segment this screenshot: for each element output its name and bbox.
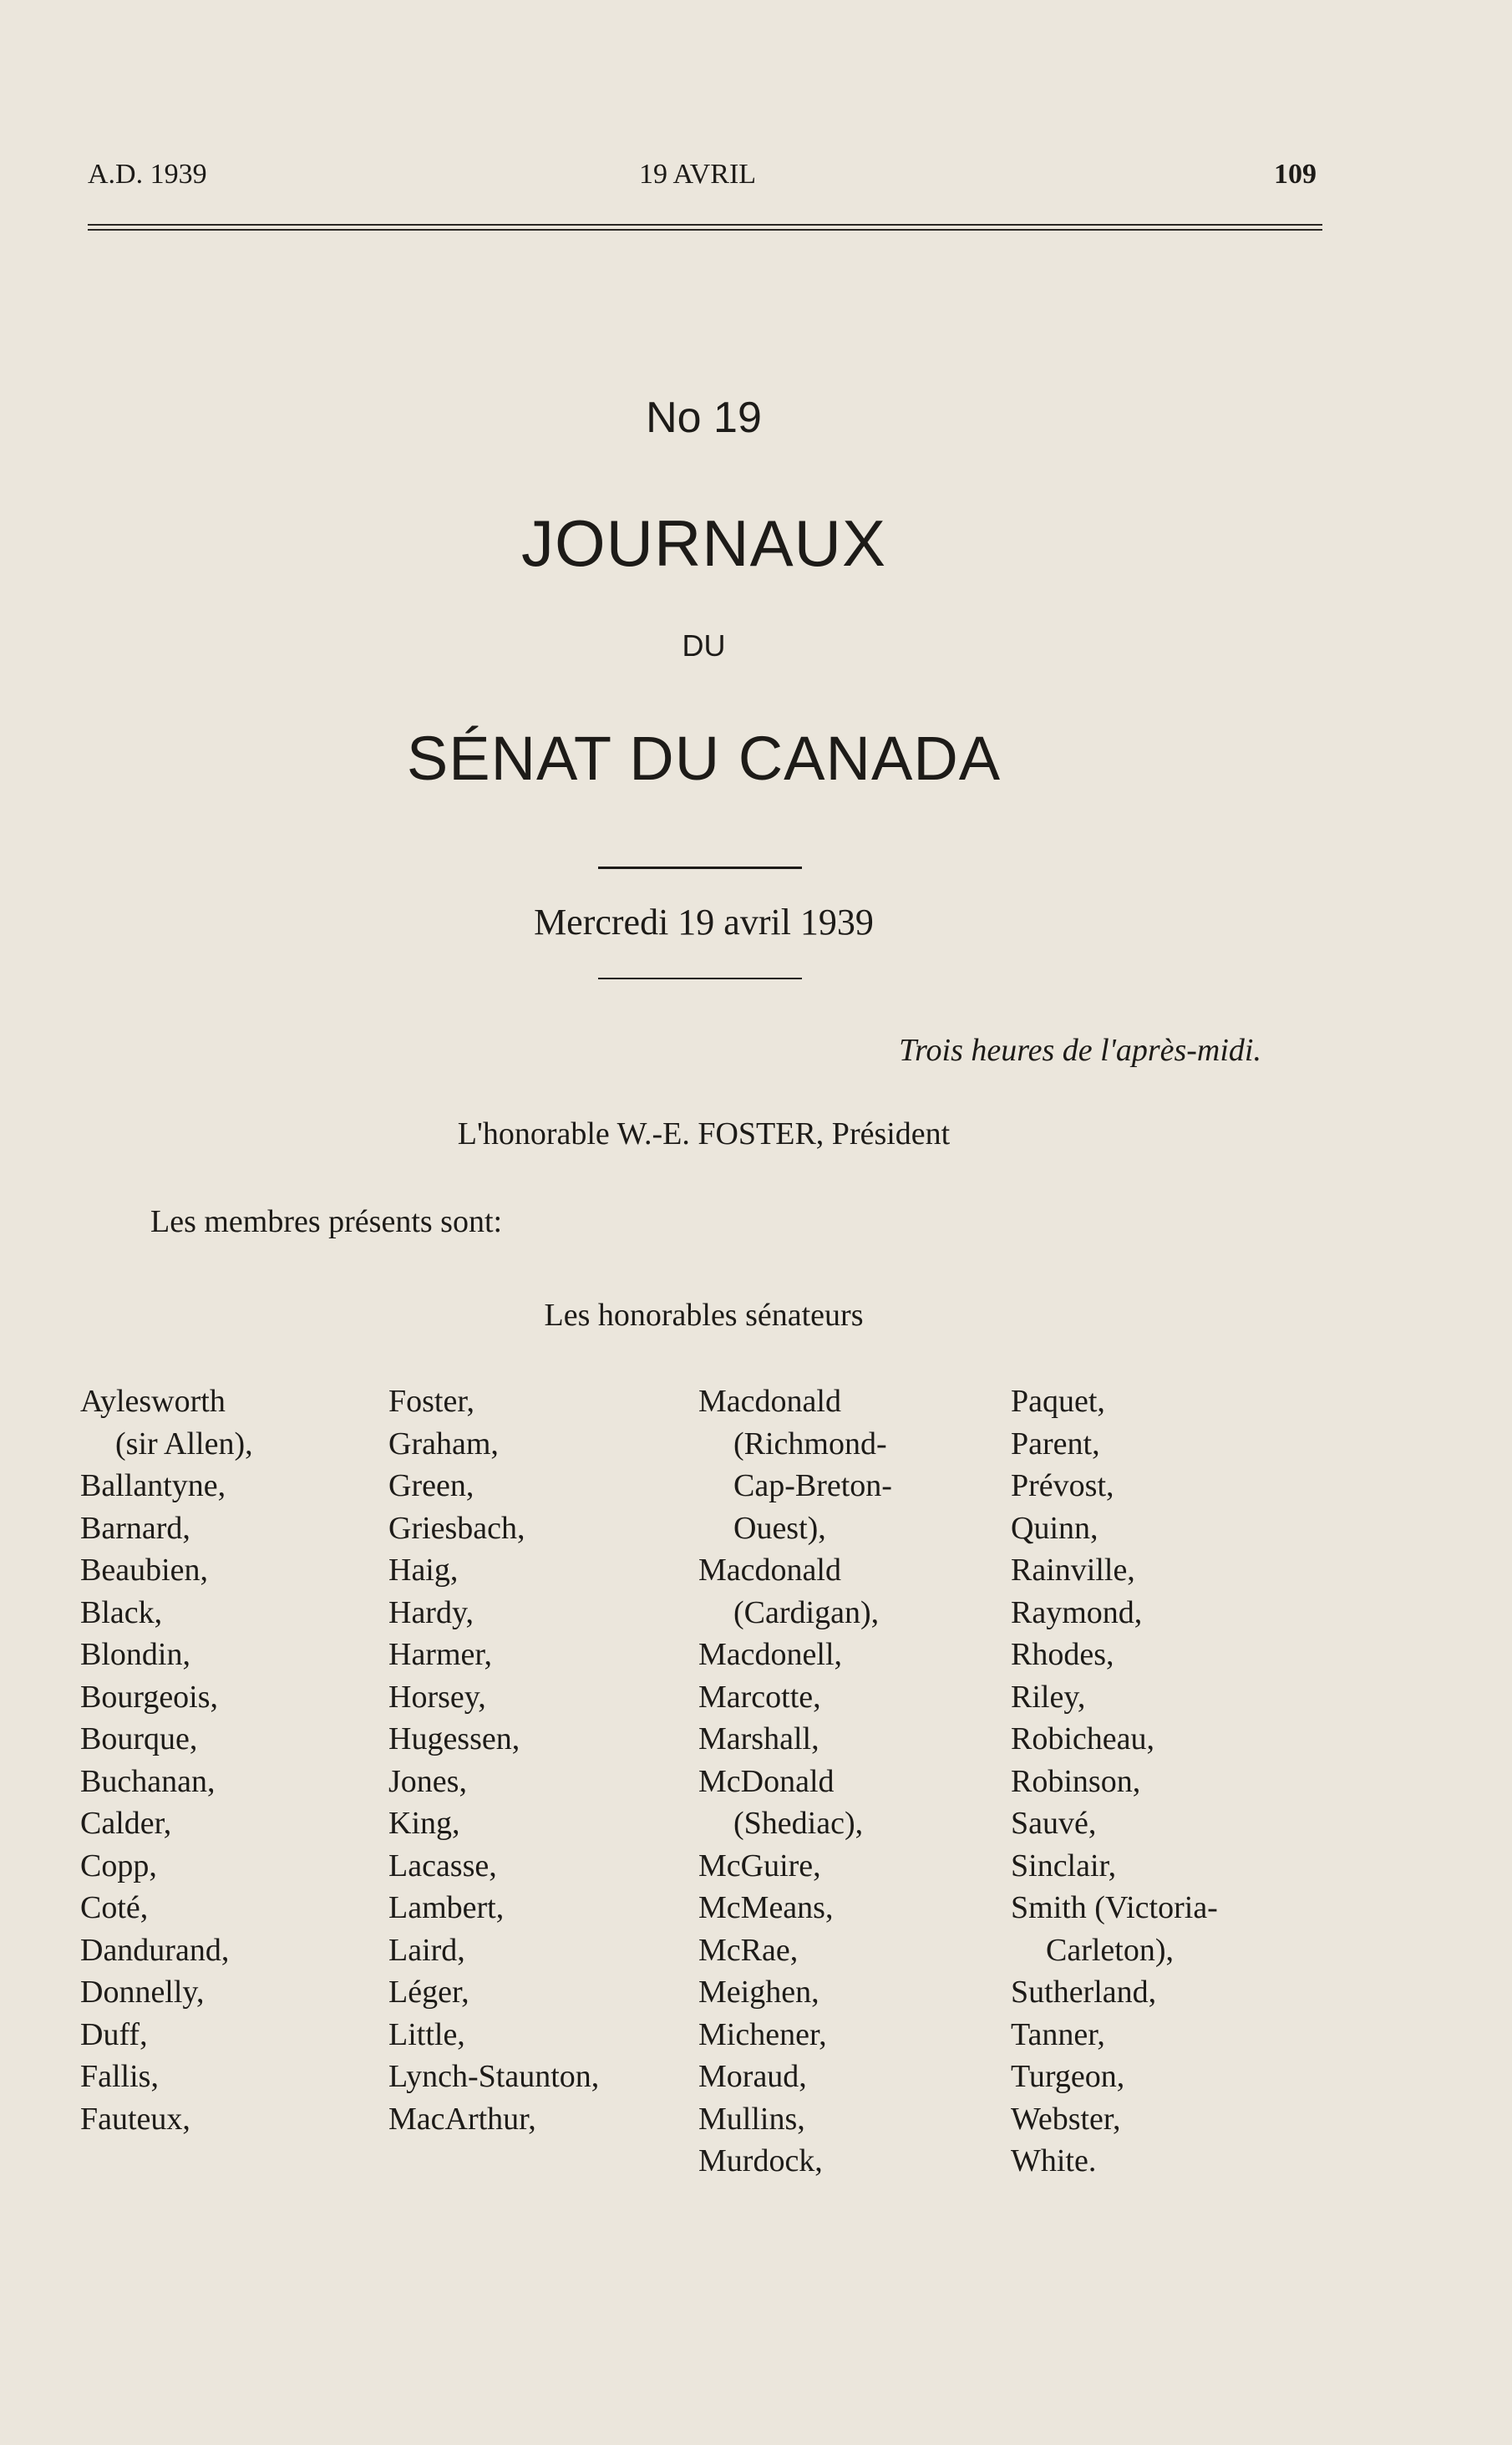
senator-name: King, (388, 1806, 460, 1841)
divider-bottom (598, 978, 802, 979)
senator-name: Harmer, (388, 1637, 493, 1672)
senator-name: McRae, (698, 1932, 799, 1968)
senator-name: Green, (388, 1468, 474, 1503)
senator-name: Mullins, (698, 2101, 805, 2137)
sitting-time: Trois heures de l'après-midi. (899, 1033, 1261, 1068)
senator-name: Léger, (388, 1975, 469, 2010)
senator-name: Foster, (388, 1384, 474, 1419)
senator-name: Rainville, (1011, 1553, 1135, 1588)
senator-name: Buchanan, (80, 1763, 216, 1799)
senator-name: Aylesworth (80, 1384, 226, 1419)
senator-name: Ballantyne, (80, 1468, 226, 1503)
senator-name: Coté, (80, 1890, 149, 1925)
senator-name: Marcotte, (698, 1679, 821, 1715)
senator-name: Hardy, (388, 1594, 474, 1630)
header-double-rule (88, 224, 1322, 231)
senator-name: Moraud, (698, 2059, 807, 2094)
senator-name: Calder, (80, 1806, 172, 1841)
senators-heading: Les honorables sénateurs (544, 1298, 864, 1333)
senator-name: Robicheau, (1011, 1721, 1155, 1756)
president-line: L'honorable W.-E. FOSTER, Président (457, 1116, 951, 1151)
senator-name: Michener, (698, 2016, 827, 2052)
senator-name: (Cardigan), (733, 1594, 880, 1630)
senators-column-2 (388, 1380, 706, 2140)
senators-column-3 (698, 1380, 1016, 2183)
senator-name: Black, (80, 1594, 163, 1630)
senator-name: Barnard, (80, 1510, 190, 1546)
sitting-date: Mercredi 19 avril 1939 (534, 902, 874, 943)
senator-name: Dandurand, (80, 1932, 230, 1968)
senator-name: Carleton), (1046, 1932, 1175, 1968)
senator-name: Cap-Breton- (733, 1468, 892, 1503)
senator-name: Bourque, (80, 1721, 198, 1756)
title-du: DU (682, 628, 726, 663)
senator-name: McGuire, (698, 1848, 821, 1883)
senator-name: Robinson, (1011, 1763, 1141, 1799)
senator-name: Griesbach, (388, 1510, 525, 1546)
senator-name: Tanner, (1011, 2016, 1105, 2052)
senator-name: Hugessen, (388, 1721, 520, 1756)
senator-name: Sauvé, (1011, 1806, 1097, 1841)
senator-name: Rhodes, (1011, 1637, 1114, 1672)
issue-number: No 19 (646, 394, 762, 442)
senator-name: Donnelly, (80, 1975, 205, 2010)
senator-name: Duff, (80, 2016, 148, 2052)
senator-name: Lacasse, (388, 1848, 497, 1883)
senator-name: Horsey, (388, 1679, 486, 1715)
senators-column-1 (80, 1380, 398, 2140)
senator-name: McMeans, (698, 1890, 834, 1925)
header-year: A.D. 1939 (88, 159, 207, 190)
senator-name: (sir Allen), (115, 1426, 253, 1461)
senator-name: Macdonald (698, 1384, 841, 1419)
senator-name: Ouest), (733, 1510, 826, 1546)
senator-name: Sutherland, (1011, 1975, 1157, 2010)
senator-name: Webster, (1011, 2101, 1121, 2137)
senator-name: Little, (388, 2016, 465, 2052)
senator-name: (Shediac), (733, 1806, 864, 1841)
senator-name: Prévost, (1011, 1468, 1114, 1503)
senator-name: Jones, (388, 1763, 467, 1799)
senator-name: Graham, (388, 1426, 499, 1461)
running-head (0, 159, 1512, 201)
senator-name: Paquet, (1011, 1384, 1105, 1419)
senator-name: Parent, (1011, 1426, 1100, 1461)
senator-name: Laird, (388, 1932, 465, 1968)
senator-name: Lambert, (388, 1890, 505, 1925)
header-date: 19 AVRIL (638, 159, 757, 190)
senator-name: MacArthur, (388, 2101, 536, 2137)
senator-name: Riley, (1011, 1679, 1086, 1715)
senator-name: Lynch-Staunton, (388, 2059, 600, 2094)
senator-name: Meighen, (698, 1975, 819, 2010)
title-senat: SÉNAT DU CANADA (406, 724, 1002, 793)
senator-name: Beaubien, (80, 1553, 209, 1588)
senator-name: White. (1011, 2143, 1097, 2178)
senator-name: McDonald (698, 1763, 835, 1799)
senator-name: Haig, (388, 1553, 459, 1588)
senator-name: Fauteux, (80, 2101, 190, 2137)
senator-name: Murdock, (698, 2143, 823, 2178)
senator-name: (Richmond- (733, 1426, 887, 1461)
senator-name: Raymond, (1011, 1594, 1143, 1630)
senator-name: Fallis, (80, 2059, 159, 2094)
senator-name: Macdonell, (698, 1637, 843, 1672)
divider-top (598, 867, 802, 869)
senator-name: Bourgeois, (80, 1679, 219, 1715)
senator-name: Turgeon, (1011, 2059, 1125, 2094)
senator-name: Macdonald (698, 1553, 841, 1588)
senator-name: Sinclair, (1011, 1848, 1117, 1883)
members-intro: Les membres présents sont: (150, 1204, 503, 1239)
senators-column-4 (1011, 1380, 1328, 2183)
senator-name: Copp, (80, 1848, 157, 1883)
senator-name: Quinn, (1011, 1510, 1098, 1546)
title-journaux: JOURNAUX (520, 506, 887, 580)
senator-name: Smith (Victoria- (1011, 1890, 1218, 1925)
senator-name: Blondin, (80, 1637, 190, 1672)
page-number: 109 (1274, 159, 1317, 190)
senator-name: Marshall, (698, 1721, 819, 1756)
